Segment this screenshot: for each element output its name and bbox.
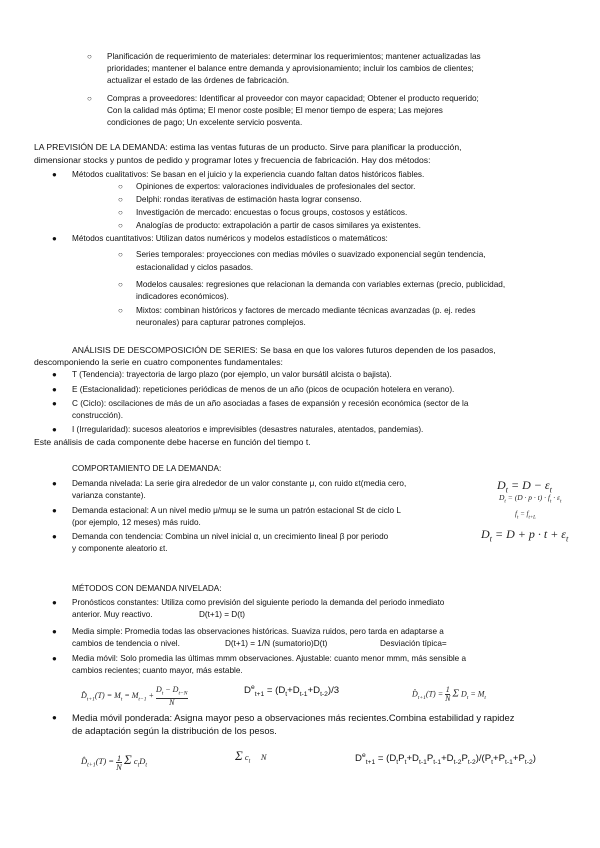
- circle-bullet-icon: ○: [118, 182, 123, 191]
- text-line: prioridades; mantener el balance entre demanda y aprovisionamiento; incluir los cambios de clientes;: [107, 64, 474, 73]
- text-line: Modelos causales: regresiones que relacionan la demanda con variables externas (precio, publicidad,: [136, 280, 506, 289]
- text-line: T (Tendencia): trayectoria de largo plazo (por ejemplo, un valor bursátil alcista o bajista).: [72, 370, 392, 379]
- bullet-icon: ●: [52, 532, 57, 541]
- section-heading: COMPORTAMIENTO DE LA DEMANDA:: [72, 464, 222, 473]
- text-line: Demanda nivelada: La serie gira alrededor de un valor constante μ, con ruido εt(media cero,: [72, 479, 407, 488]
- text-line: cambios recientes; cuanto mayor, más estable.: [72, 666, 243, 675]
- text-line: cambios de tendencia o nivel.: [72, 639, 180, 648]
- circle-bullet-icon: ○: [118, 221, 123, 230]
- bullet-icon: ●: [52, 627, 57, 636]
- text-line: Media móvil ponderada: Asigna mayor peso a observaciones más recientes.Combina estabilidad y rapidez: [72, 712, 515, 723]
- bullet-icon: ●: [52, 370, 57, 379]
- text-line: y componente aleatorio εt.: [72, 544, 168, 553]
- text-line: Media móvil: Solo promedia las últimas mmm observaciones. Ajustable: cuanto menor mmm, más sensible a: [72, 654, 467, 663]
- formula-text: $D^e_{t+1} = (D_tP_t+D_{t-1}P_{t-1}+D_{t-2}P_{t-2})/(P_t+P_{t-1}+P_{t-2})$: [355, 752, 536, 767]
- text-line: Analogías de producto: extrapolación a partir de casos similares ya existentes.: [136, 221, 421, 230]
- text-line: C (Ciclo): oscilaciones de más de un año asociadas a fases de expansión y recesión económica (sector de la: [72, 399, 469, 408]
- bullet-icon: ●: [52, 399, 57, 408]
- formula-image: $D̂_{t+1}(T) = M_t = M_{t-1}$ + $\frac{D_t - D_{t-N}}{N}$: [81, 685, 188, 707]
- circle-bullet-icon: ○: [118, 250, 123, 259]
- text-line: Métodos cualitativos: Se basan en el juicio y la experiencia cuando faltan datos históricos fiables.: [72, 170, 425, 179]
- circle-bullet-icon: ○: [87, 94, 92, 103]
- text-line: varianza constante).: [72, 491, 146, 500]
- circle-bullet-icon: ○: [118, 306, 123, 315]
- text-line: I (Irregularidad): sucesos aleatorios e imprevisibles (desastres naturales, atentados, pandemias).: [72, 425, 424, 434]
- text-line: anterior. Muy reactivo.: [72, 610, 153, 619]
- text-line: construcción).: [72, 411, 123, 420]
- text-line: Pronósticos constantes: Utiliza como previsión del siguiente periodo la demanda del periodo inmediato: [72, 598, 445, 607]
- section-heading: LA PREVISIÓN DE LA DEMANDA: estima las ventas futuras de un producto. Sirve para planificar la producción,: [34, 142, 462, 152]
- formula-image: Σ $c_t$ N: [235, 748, 267, 765]
- section-heading: ANÁLISIS DE DESCOMPOSICIÓN DE SERIES: Se basa en que los valores futuros dependen de los pasados,: [72, 345, 496, 355]
- text-line: actualizar el estado de las órdenes de fabricación.: [107, 76, 290, 85]
- text-line: E (Estacionalidad): repeticiones periódicas de menos de un año (picos de ocupación hotelera en verano).: [72, 385, 455, 394]
- text-line: Métodos cuantitativos: Utilizan datos numéricos y modelos estadísticos o matemáticos:: [72, 234, 388, 243]
- text-line: descomponiendo la serie en cuatro componentes fundamentales:: [34, 357, 283, 367]
- formula-image: $f_t = f_{t+L}$: [515, 510, 536, 521]
- text-line: Investigación de mercado: encuestas o focus groups, costosos y estáticos.: [136, 208, 408, 217]
- text-line: dimensionar stocks y puntos de pedido y programar lotes y frecuencia de fabricación. Hay dos métodos:: [34, 155, 431, 165]
- formula-text: D(t+1) = 1/N (sumatorio)D(t): [225, 639, 328, 648]
- bullet-icon: ●: [52, 654, 57, 663]
- formula-text: D(t+1) = D(t): [199, 610, 245, 619]
- formula-image: $D̂_{t+1}(T)$ = $\frac{1}{N}$ Σ $c_tD_t$: [81, 752, 148, 772]
- text-line: estacionalidad y ciclos pasados.: [136, 263, 253, 272]
- formula-image: $D_t = D - \varepsilon_t$: [497, 478, 552, 495]
- text-line: Desviación típica=: [380, 639, 447, 648]
- bullet-icon: ●: [52, 713, 57, 722]
- text-line: Series temporales: proyecciones con medias móviles o suavizado exponencial según tendencia,: [136, 250, 486, 259]
- text-line: Demanda estacional: A un nivel medio μ/muμ se le suma un patrón estacional St de ciclo L: [72, 506, 401, 515]
- formula-image: $D_t = (D \cdot p \cdot t) \cdot f_t \cdot \varepsilon_t$: [499, 493, 562, 505]
- formula-text: $D^e_{t+1} = (D_t+D_{t-1}+D_{t-2})/3$: [244, 684, 340, 699]
- text-line: Opiniones de expertos: valoraciones individuales de profesionales del sector.: [136, 182, 416, 191]
- section-heading: MÉTODOS CON DEMANDA NIVELADA:: [72, 584, 222, 593]
- text-line: de adaptación según la distribución de los pesos.: [72, 725, 277, 736]
- circle-bullet-icon: ○: [87, 52, 92, 61]
- bullet-icon: ●: [52, 170, 57, 179]
- formula-image: $D_t = D + p \cdot t + \varepsilon_t$: [481, 527, 569, 544]
- text-line: (por ejemplo, 12 meses) más ruido.: [72, 518, 201, 527]
- bullet-icon: ●: [52, 506, 57, 515]
- bullet-icon: ●: [52, 598, 57, 607]
- text-line: neuronales) para capturar patrones complejos.: [136, 318, 306, 327]
- text-line: Media simple: Promedia todas las observaciones históricas. Suaviza ruidos, pero tarda en adaptarse a: [72, 627, 444, 636]
- text-line: indicadores económicos).: [136, 292, 229, 301]
- text-line: Este análisis de cada componente debe hacerse en función del tiempo t.: [34, 437, 311, 447]
- bullet-icon: ●: [52, 234, 57, 243]
- circle-bullet-icon: ○: [118, 208, 123, 217]
- text-line: Con la calidad más óptima; El menor coste posible; El menor tiempo de espera; Las mejores: [107, 106, 443, 115]
- text-line: Planificación de requerimiento de materiales: determinar los requerimientos; mantener actualizadas las: [107, 52, 481, 61]
- bullet-icon: ●: [52, 385, 57, 394]
- formula-image: $D̂_{t+1}(T)$ = $\frac{1}{N}$ Σ $D_t = M_t$: [412, 685, 486, 703]
- text-line: condiciones de pago; Un excelente servicio posventa.: [107, 118, 303, 127]
- circle-bullet-icon: ○: [118, 280, 123, 289]
- text-line: Compras a proveedores: Identificar al proveedor con mayor capacidad; Obtener el producto requerido;: [107, 94, 479, 103]
- text-line: Demanda con tendencia: Combina un nivel inicial α, un crecimiento lineal β por periodo: [72, 532, 389, 541]
- text-line: Mixtos: combinan históricos y factores de mercado mediante técnicas avanzadas (p. ej. redes: [136, 306, 476, 315]
- bullet-icon: ●: [52, 479, 57, 488]
- text-line: Delphi: rondas iterativas de estimación hasta lograr consenso.: [136, 195, 362, 204]
- bullet-icon: ●: [52, 425, 57, 434]
- circle-bullet-icon: ○: [118, 195, 123, 204]
